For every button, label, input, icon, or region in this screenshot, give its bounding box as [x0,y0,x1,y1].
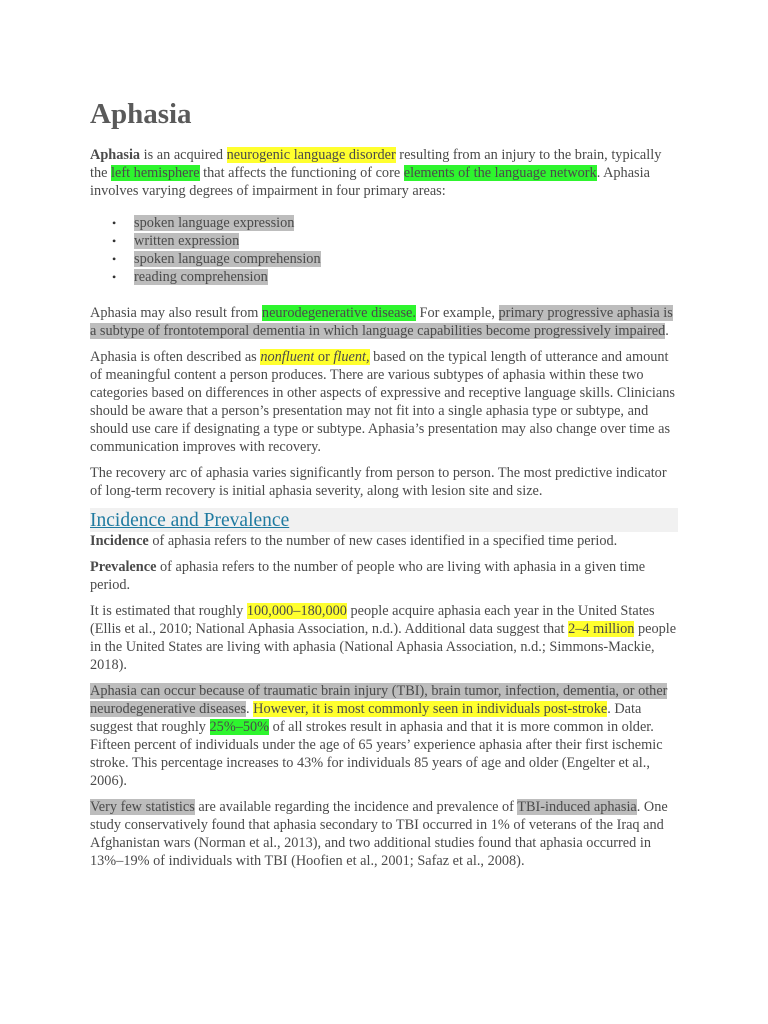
highlight-left-hemisphere: left hemisphere [111,165,200,181]
highlight-neurogenic: neurogenic language disorder [226,147,396,163]
estimates-paragraph: It is estimated that roughly 100,000–180,000 people acquire aphasia each year in the United States (Ellis et al., 2010; National Aphasia Association, n.d.). Additional data suggest that 2–4 million people in the United States are living with aphasia (National Aphasia Association, n.d.; Simmons-Mackie, 2018). [90,603,677,673]
highlight-stroke-percent: 25%–50% [209,719,270,735]
highlight-millions: 2–4 million [568,621,635,637]
list-item: • spoken language comprehension [134,250,680,268]
highlight-ppa: primary progressive aphasia is a subtype of frontotemporal dementia in which language capabilities become progressively impaired [90,305,673,339]
highlight-post-stroke: However, it is most commonly seen in individuals post-stroke [253,701,608,717]
highlight-tbi-aphasia: TBI-induced aphasia [517,799,637,815]
highlight-fluent: fluent, [333,349,370,365]
document-content [90,96,680,878]
intro-paragraph: Aphasia is an acquired neurogenic language disorder resulting from an injury to the brain, typically the left hemisphere that affects the functioning of core elements of the language network. Aphasia involves varying degrees of impairment in four primary areas: [90,147,662,199]
highlight-few-statistics: Very few statistics [90,799,195,815]
highlight-annual-count: 100,000–180,000 [246,603,347,619]
incidence-paragraph: Incidence of aphasia refers to the number of new cases identified in a specified time period. [90,533,618,549]
list-item: • spoken language expression [134,214,680,232]
tbi-paragraph: Very few statistics are available regarding the incidence and prevalence of TBI-induced aphasia. One study conservatively found that aphasia secondary to TBI occurred in 1% of veterans of the Iraq and Afghanistan wars (Norman et al., 2013), and two additional studies found that aphasia occurred in 13%–19% of individuals with TBI (Hoofien et al., 2001; Safaz et al., 2008). [90,799,668,869]
recovery-paragraph: The recovery arc of aphasia varies significantly from person to person. The most predictive indicator of long-term recovery is initial aphasia severity, along with lesion site and size. [90,465,667,499]
neurodegenerative-paragraph: Aphasia may also result from neurodegenerative disease. For example, primary progressive aphasia is a subtype of frontotemporal dementia in which language capabilities become progressively impaired. [90,305,673,339]
impairment-areas-list [90,214,680,286]
page-title: Aphasia [90,98,192,130]
list-item: • written expression [134,232,680,250]
prevalence-paragraph: Prevalence of aphasia refers to the number of people who are living with aphasia in a given time period. [90,559,646,593]
causes-paragraph: Aphasia can occur because of traumatic brain injury (TBI), brain tumor, infection, dementia, or other neurodegenerative diseases. However, it is most commonly seen in individuals post-stroke. Data suggest that roughly 25%–50% of all strokes result in aphasia and that it is more common in older. Fifteen percent of individuals under the age of 65 years’ experience aphasia after their first ischemic stroke. This percentage increases to 43% for individuals 85 years of age and older (Engelter et al., 2006). [90,683,668,789]
highlight-neurodegenerative: neurodegenerative disease. [261,305,416,321]
highlight-nonfluent: nonfluent [260,349,315,365]
list-item: • reading comprehension [134,268,680,286]
highlight-causes: Aphasia can occur because of traumatic brain injury (TBI), brain tumor, infection, dementia, or other neurodegenerative diseases [90,683,668,717]
highlight-language-network: elements of the language network [403,165,597,181]
section-heading[interactable]: Incidence and Prevalence [90,508,678,532]
fluency-paragraph: Aphasia is often described as nonfluent or fluent, based on the typical length of utterance and amount of meaningful content a person produces. There are various subtypes of aphasia within these two categories based on differences in other aspects of expressive and receptive language skills. Clinicians should be aware that a person’s presentation may not fit into a single aphasia type or subtype, and should use care if designating a type or subtype. Aphasia’s presentation may also change over time as communication improves with recovery. [90,349,675,455]
